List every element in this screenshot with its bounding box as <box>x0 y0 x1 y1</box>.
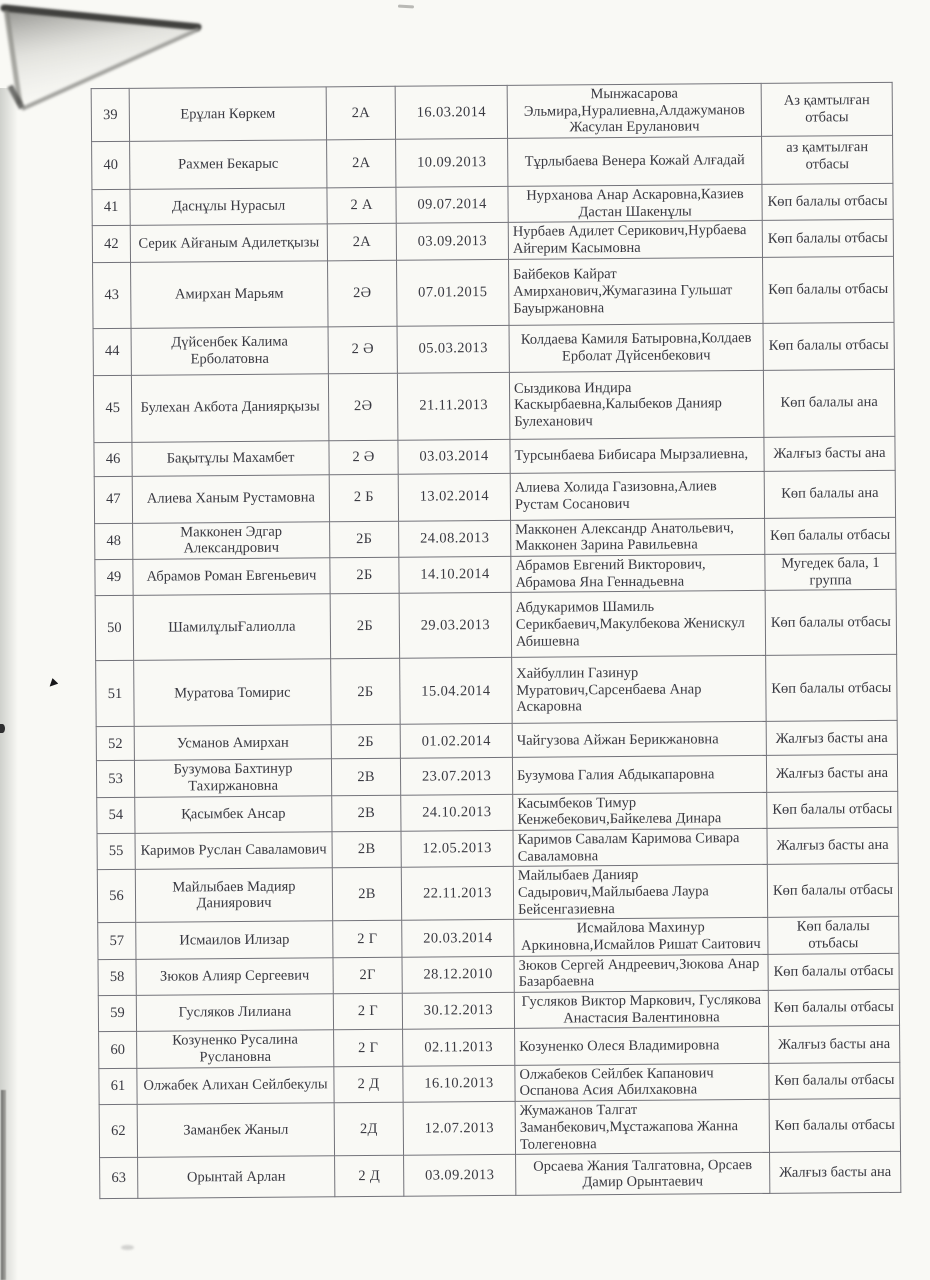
parents-cell: Мынжасарова Эльмира,Нуралиевна,Алдажуманов Жасулан Еруланович <box>507 83 761 138</box>
status-cell: Көп балалы отбасы <box>762 183 893 220</box>
birthdate-cell: 12.07.2013 <box>403 1102 515 1156</box>
table-row <box>95 553 896 596</box>
table-row <box>92 135 893 189</box>
student-name-cell: Дүйсенбек Калима Ерболатовна <box>131 327 328 376</box>
class-cell: 2Ә <box>328 373 398 441</box>
class-cell: 2 Д <box>334 1066 403 1103</box>
table-row <box>97 827 898 870</box>
class-cell: 2 А <box>327 187 396 224</box>
parents-cell: Бузумова Галия Абдыкапаровна <box>512 756 766 794</box>
class-cell: 2Ә <box>328 260 398 327</box>
student-name-cell: Даснұлы Нурасыл <box>130 188 327 226</box>
row-number-cell: 43 <box>93 262 132 328</box>
student-name-cell: Усманов Амирхан <box>134 725 331 761</box>
birthdate-cell: 05.03.2013 <box>397 325 509 373</box>
birthdate-cell: 29.03.2013 <box>399 593 512 659</box>
parents-cell: Нурбаев Адилет Серикович,Нурбаева Айгерим Касымовна <box>508 221 762 259</box>
parents-cell: Майлыбаев Данияр Садырович,Майлыбаева Лаура Бейсенгазиевна <box>513 865 767 920</box>
birthdate-cell: 13.02.2014 <box>398 473 510 521</box>
class-cell: 2В <box>332 868 401 922</box>
parents-cell: Тұрлыбаева Венера Кожай Алғадай <box>508 136 762 186</box>
faint-smudge <box>121 1245 134 1250</box>
parents-cell: Сыздикова Индира Каскырбаевна,Калыбеков Данияр Булеханович <box>509 370 764 439</box>
class-cell: 2А <box>326 86 395 140</box>
status-cell: Көп балалы отбасы <box>767 864 898 918</box>
student-name-cell: Бақытұлы Махамбет <box>132 441 329 477</box>
status-cell: Көп балалы отбасы <box>768 953 899 990</box>
class-cell: 2Г <box>333 957 402 994</box>
table-row <box>92 220 893 263</box>
class-cell: 2 Д <box>335 1155 404 1197</box>
row-number-cell: 48 <box>95 523 133 560</box>
status-cell: Көп балалы отбасы <box>766 655 898 722</box>
parents-cell: Турсынбаева Бибисара Мырзалиевна, <box>510 437 764 473</box>
parents-cell: Касымбеков Тимур Кенжебекович,Байкелева Динара <box>513 792 767 830</box>
table-row <box>93 256 894 328</box>
birthdate-cell: 28.12.2010 <box>402 956 514 993</box>
status-cell: Көп балалы ана <box>763 369 895 437</box>
table-row <box>99 1026 900 1069</box>
class-cell: 2Д <box>334 1102 403 1156</box>
student-name-cell: Олжабек Алихан Сейлбекулы <box>137 1067 334 1105</box>
birthdate-cell: 24.10.2013 <box>401 794 513 831</box>
row-number-cell: 56 <box>97 870 135 923</box>
status-cell: Жалғыз басты ана <box>766 721 897 756</box>
row-number-cell: 61 <box>99 1068 137 1105</box>
status-cell: Көп балалы отьбасы <box>768 917 899 954</box>
table-row <box>96 655 897 727</box>
birthdate-cell: 03.03.2014 <box>398 439 510 474</box>
status-cell: Аз қамтылған отбасы <box>761 82 892 136</box>
student-name-cell: Рахмен Бекарыс <box>130 140 327 190</box>
parents-cell: Олжабеков Сейлбек Капанович Оспанова Асия Абилхаковна <box>515 1063 769 1101</box>
row-number-cell: 40 <box>92 141 130 189</box>
row-number-cell: 55 <box>97 833 135 870</box>
status-cell: Көп балалы отбасы <box>762 256 894 323</box>
status-cell: Жалғыз басты ана <box>766 755 897 792</box>
birthdate-cell: 16.10.2013 <box>403 1065 515 1102</box>
status-cell: Көп балалы отбасы <box>769 1099 900 1153</box>
birthdate-cell: 23.07.2013 <box>400 758 512 795</box>
parents-cell: Зюков Сергей Андреевич,Зюкова Анар Базарбаевна <box>514 954 768 992</box>
class-cell: 2В <box>331 759 400 796</box>
parents-cell: Хайбуллин Газинур Муратович,Сарсенбаева Анар Аскаровна <box>512 656 767 724</box>
row-number-cell: 41 <box>92 189 130 226</box>
birthdate-cell: 24.08.2013 <box>399 520 511 557</box>
row-number-cell: 52 <box>96 727 134 761</box>
status-cell: Көп балалы отбасы <box>762 220 893 257</box>
student-name-cell: Қасымбек Ансар <box>135 796 332 834</box>
status-cell: Жалғыз басты ана <box>767 827 898 864</box>
class-cell: 2Б <box>331 725 400 760</box>
table-row <box>98 953 899 996</box>
table-row <box>95 517 896 560</box>
class-cell: 2 Г <box>333 921 402 958</box>
class-cell: 2Б <box>330 594 400 660</box>
birthdate-cell: 02.11.2013 <box>403 1029 515 1066</box>
student-name-cell: Муратова Томирис <box>134 659 332 727</box>
parents-cell: Макконен Александр Анатольевич, Макконен Зарина Равильевна <box>511 518 765 556</box>
status-cell: Көп балалы отбасы <box>765 517 896 554</box>
student-name-cell: Серик Айғаным Адилетқызы <box>130 224 327 262</box>
birthdate-cell: 20.03.2014 <box>402 920 514 957</box>
student-name-cell: Макконен Эдгар Александрович <box>133 522 330 560</box>
birthdate-cell: 10.09.2013 <box>396 138 508 187</box>
table-row <box>98 989 899 1032</box>
class-cell: 2В <box>332 831 401 868</box>
status-cell: Жалғыз басты ана <box>764 436 895 471</box>
table-row <box>93 322 894 375</box>
table-row <box>97 864 898 923</box>
parents-cell: Колдаева Камиля Батыровна,Колдаев Ерболат Дүйсенбекович <box>509 323 763 372</box>
birthdate-cell: 12.05.2013 <box>401 830 513 867</box>
status-cell: Көп балалы отбасы <box>765 590 897 656</box>
table-row <box>93 369 895 442</box>
parents-cell: Абрамов Евгений Викторович, Абрамова Яна Геннадьевна <box>511 554 765 592</box>
status-cell: Көп балалы отбасы <box>763 322 894 370</box>
student-name-cell: Исмаилов Илизар <box>136 921 333 959</box>
table-row <box>91 82 892 141</box>
student-name-cell: Амирхан Марьям <box>131 261 329 329</box>
class-cell: 2 Ә <box>329 440 398 475</box>
student-name-cell: Бузумова Бахтинур Тахиржановна <box>134 759 331 797</box>
row-number-cell: 59 <box>98 995 136 1032</box>
birthdate-cell: 14.10.2014 <box>399 556 511 593</box>
class-cell: 2В <box>332 795 401 832</box>
row-number-cell: 46 <box>94 442 132 476</box>
scan-top-dash-artifact <box>398 5 414 9</box>
birthdate-cell: 15.04.2014 <box>400 658 513 725</box>
student-name-cell: Каримов Руслан Саваламович <box>135 832 332 870</box>
table-row <box>95 590 896 661</box>
row-number-cell: 45 <box>93 375 132 442</box>
table-row <box>97 791 898 834</box>
student-name-cell: Зюков Алияр Сергеевич <box>136 958 333 996</box>
parents-cell: Абдукаримов Шамиль Серикбаевич,Макулбекова Женискул Абишевна <box>511 591 766 658</box>
table-row <box>99 1099 900 1158</box>
student-name-cell: Булехан Акбота Даниярқызы <box>131 374 329 443</box>
status-cell: Жалғыз басты ана <box>769 1026 900 1063</box>
birthdate-cell: 03.09.2013 <box>404 1155 516 1197</box>
parents-cell: Байбеков Кайрат Амирханович,Жумагазина Гульшат Бауыржановна <box>509 257 764 325</box>
row-number-cell: 57 <box>98 923 136 960</box>
student-name-cell: Алиева Ханым Рустамовна <box>132 475 329 524</box>
student-name-cell: Абрамов Роман Евгеньевич <box>133 558 330 596</box>
class-cell: 2Б <box>330 557 399 594</box>
class-cell: 2Б <box>330 521 399 558</box>
student-name-cell: ШамилұлыҒалиолла <box>133 594 331 661</box>
table-row <box>92 183 893 226</box>
table-row <box>99 1062 900 1105</box>
ink-speck <box>0 724 5 733</box>
row-number-cell: 58 <box>98 959 136 996</box>
scan-left-edge-line <box>1 1090 6 1280</box>
class-cell: 2А <box>327 139 396 188</box>
parents-cell: Козуненко Олеся Владимировна <box>515 1027 769 1065</box>
status-cell: Көп балалы отбасы <box>767 791 898 828</box>
student-name-cell: Ерұлан Көркем <box>129 87 326 142</box>
row-number-cell: 39 <box>91 88 129 141</box>
student-name-cell: Гусляков Лилиана <box>136 994 333 1032</box>
table-row <box>94 470 895 523</box>
status-cell: Көп балалы отбасы <box>769 1062 900 1099</box>
row-number-cell: 49 <box>95 559 133 596</box>
student-name-cell: Майлыбаев Мадияр Даниярович <box>135 868 332 923</box>
row-number-cell: 44 <box>93 328 131 375</box>
row-number-cell: 63 <box>100 1158 138 1199</box>
class-cell: 2 Б <box>329 474 398 522</box>
parents-cell: Каримов Савалам Каримова Сивара Саваламовна <box>513 828 767 866</box>
row-number-cell: 62 <box>99 1104 137 1157</box>
parents-cell: Исмайлова Махинур Аркиновна,Исмайлов Ришат Саитович <box>514 918 768 956</box>
row-number-cell: 54 <box>97 797 135 834</box>
birthdate-cell: 21.11.2013 <box>397 372 510 440</box>
birthdate-cell: 03.09.2013 <box>396 223 508 260</box>
table-row <box>98 917 899 960</box>
ink-speck <box>48 677 58 686</box>
table-row <box>96 755 897 798</box>
student-name-cell: Козуненко Русалина Руслановна <box>137 1030 334 1068</box>
birthdate-cell: 09.07.2014 <box>396 186 508 223</box>
row-number-cell: 50 <box>95 596 134 661</box>
status-cell: Көп балалы отбасы <box>768 989 899 1026</box>
student-name-cell: Заманбек Жаныл <box>137 1103 334 1158</box>
status-cell: Жалғыз басты ана <box>770 1152 901 1194</box>
row-number-cell: 51 <box>96 661 135 727</box>
birthdate-cell: 07.01.2015 <box>397 259 510 326</box>
parents-cell: Гусляков Виктор Маркович, Гуслякова Анастасия Валентиновна <box>514 991 768 1029</box>
row-number-cell: 60 <box>99 1032 137 1069</box>
birthdate-cell: 30.12.2013 <box>402 993 514 1030</box>
class-cell: 2 Г <box>333 993 402 1030</box>
birthdate-cell: 01.02.2014 <box>400 724 512 759</box>
parents-cell: Алиева Холида Газизовна,Алиев Рустам Сосанович <box>510 471 764 520</box>
class-cell: 2 Г <box>334 1030 403 1067</box>
row-number-cell: 47 <box>94 476 132 523</box>
table-row <box>100 1152 901 1199</box>
student-roster-table <box>91 82 902 1199</box>
parents-cell: Жумажанов Талгат Заманбекович,Мұстажапова Жанна Толегеновна <box>515 1100 769 1155</box>
parents-cell: Нурханова Анар Аскаровна,Казиев Дастан Шакенұлы <box>508 184 762 222</box>
student-table-wrapper <box>91 82 904 1199</box>
birthdate-cell: 16.03.2014 <box>395 85 507 139</box>
birthdate-cell: 22.11.2013 <box>401 867 513 921</box>
status-cell: Мугедек бала, 1 группа <box>765 553 896 590</box>
class-cell: 2А <box>327 224 396 261</box>
class-cell: 2 Ә <box>328 326 397 374</box>
status-cell: Көп балалы ана <box>764 470 895 518</box>
row-number-cell: 53 <box>96 761 134 798</box>
parents-cell: Орсаева Жания Талгатовна, Орсаев Дамир Орынтаевич <box>516 1153 770 1196</box>
parents-cell: Чайгузова Айжан Берикжановна <box>512 722 766 758</box>
status-cell: аз қамтылған отбасы <box>762 135 893 184</box>
class-cell: 2Б <box>331 659 401 726</box>
student-name-cell: Орынтай Арлан <box>138 1156 335 1199</box>
row-number-cell: 42 <box>92 226 130 263</box>
